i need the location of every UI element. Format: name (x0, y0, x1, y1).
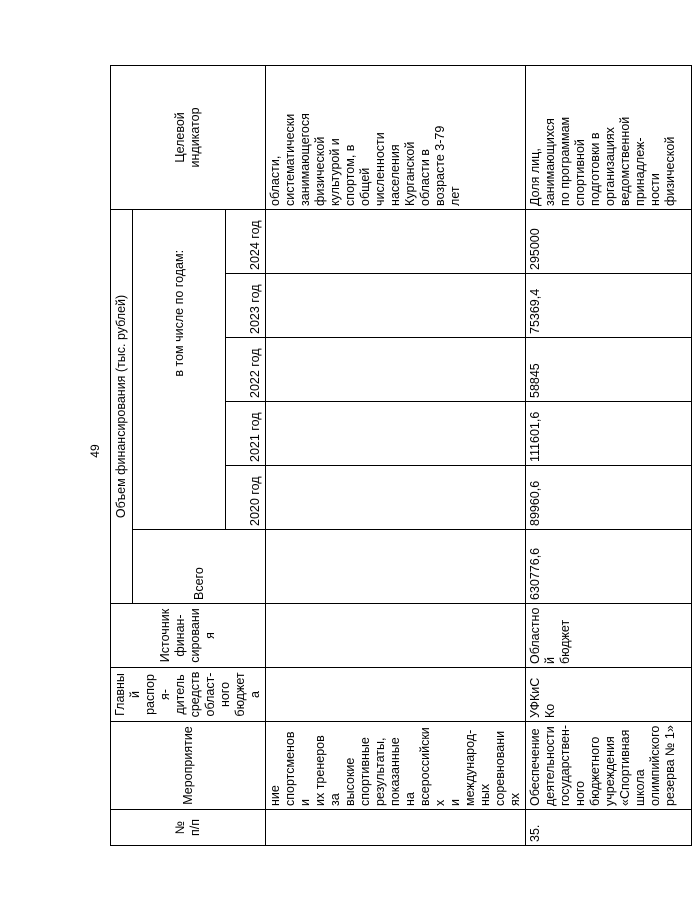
cell-manager: УФКиС Ко (526, 668, 692, 722)
cell-no: 35. (526, 810, 692, 846)
cell-2020 (266, 466, 526, 530)
cell-indicator: Доля лиц, занимающихся по программам спортивной подготовки в организациях ведомственной принадлеж- ности физической (526, 65, 692, 209)
header-year-2022: 2022 год (226, 338, 266, 402)
cell-source: Областной бюджет (526, 604, 692, 668)
cell-2022: 58845 (526, 338, 692, 402)
cell-2020: 89960,6 (526, 466, 692, 530)
header-year-2021: 2021 год (226, 402, 266, 466)
cell-total: 630776,6 (526, 530, 692, 604)
cell-total (266, 530, 526, 604)
header-indicator: Целевой индикатор (111, 65, 266, 209)
header-event: Мероприятие (111, 722, 266, 810)
cell-2023: 75369,4 (526, 274, 692, 338)
budget-table (110, 65, 692, 846)
header-financing: Объем финансирования (тыс. рублей) (111, 209, 133, 603)
header-source: Источник финан- сирования (111, 604, 266, 668)
rotated-table-container (110, 66, 677, 846)
cell-no (266, 810, 526, 846)
header-manager: Главный распоря- дитель средств област- ного бюджета (111, 668, 266, 722)
cell-manager (266, 668, 526, 722)
header-year-2020: 2020 год (226, 466, 266, 530)
cell-2021: 111601,6 (526, 402, 692, 466)
header-year-2024: 2024 год (226, 209, 266, 273)
cell-2022 (266, 338, 526, 402)
cell-2024 (266, 209, 526, 273)
cell-2021 (266, 402, 526, 466)
header-by-years: в том числе по годам: (133, 209, 226, 529)
cell-event: ние спортсменов и их тренеров за высокие спортивные результаты, показанные на всероссийских и международ- ных соревнованиях (266, 722, 526, 810)
table-row (526, 65, 692, 845)
header-year-2023: 2023 год (226, 274, 266, 338)
header-no: № п/п (111, 810, 266, 846)
cell-2023 (266, 274, 526, 338)
cell-indicator: области, систематически занимающегося физической культурой и спортом, в общей численности населения Курганской области в возрасте 3-79 лет (266, 65, 526, 209)
header-total: Всего (133, 530, 266, 604)
cell-event: Обеспечение деятельности государствен- ного бюджетного учреждения «Спортивная школа олимпийского резерва № 1» (526, 722, 692, 810)
table-row (266, 65, 526, 845)
page-number: 49 (88, 444, 102, 458)
cell-source (266, 604, 526, 668)
cell-2024: 295000 (526, 209, 692, 273)
